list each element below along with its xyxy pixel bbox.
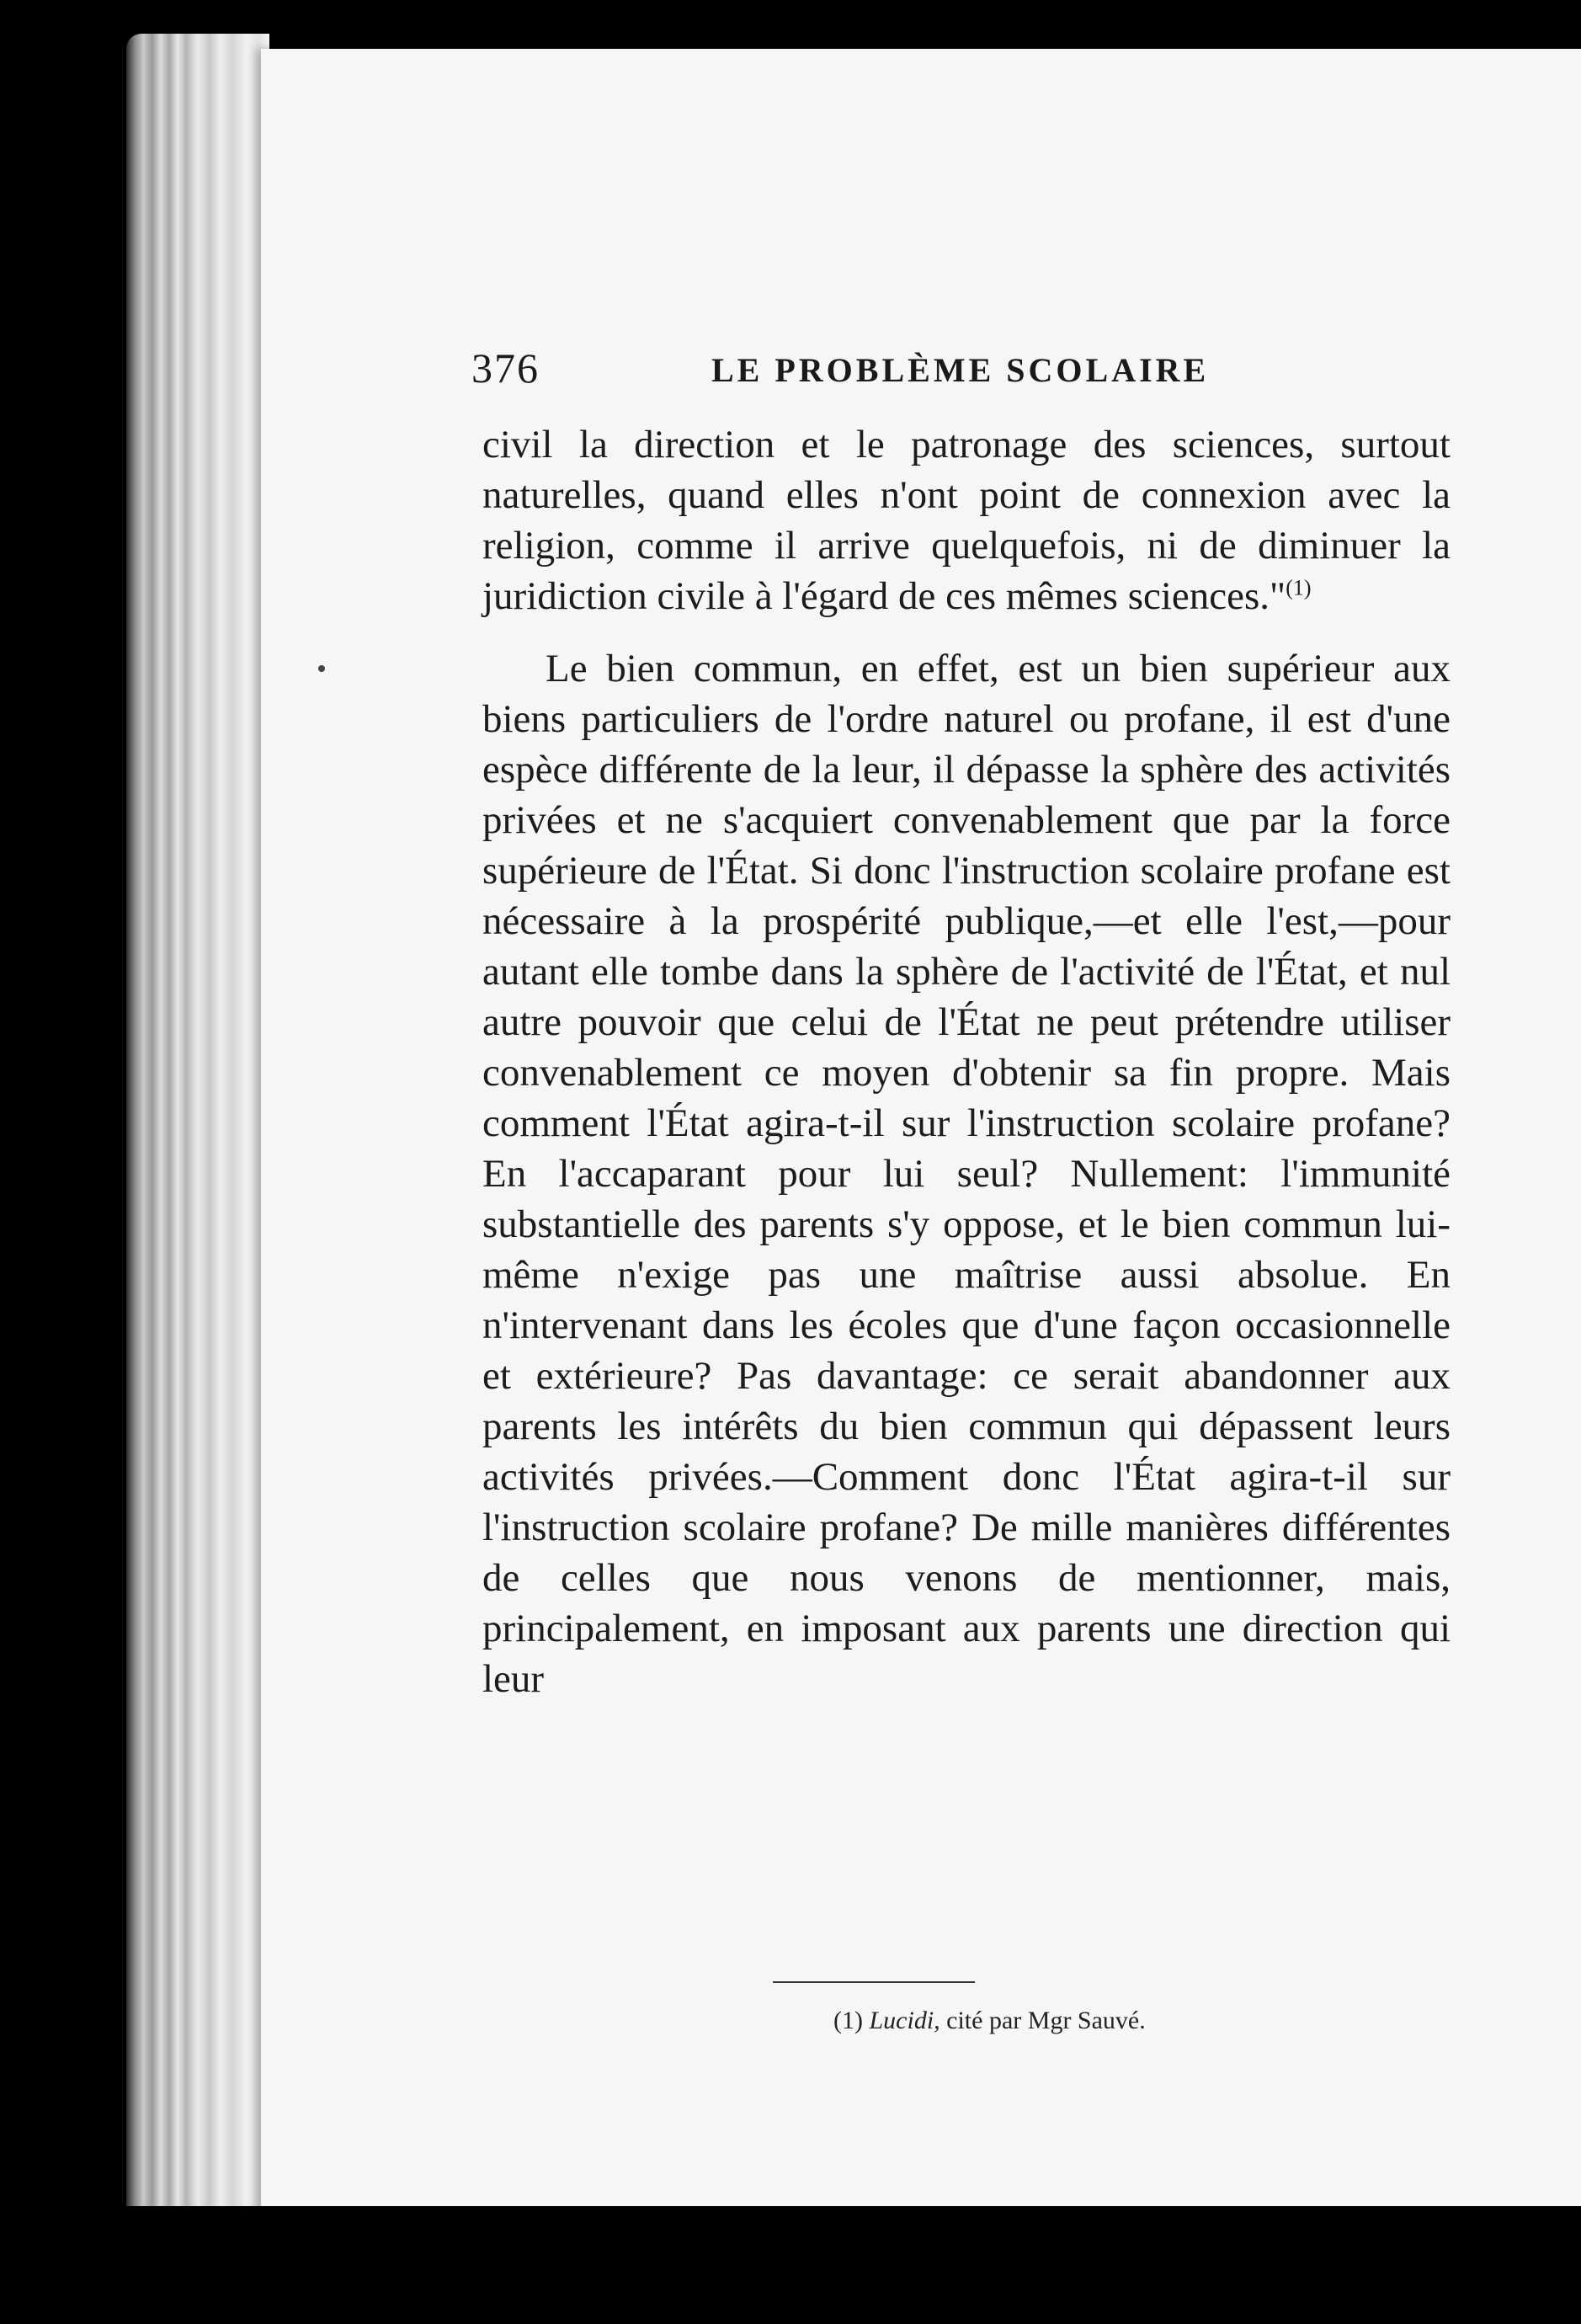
running-head: LE PROBLÈME SCOLAIRE xyxy=(711,351,1210,389)
footnote-divider xyxy=(773,1981,975,1983)
margin-speck xyxy=(318,665,325,672)
page-sheet xyxy=(261,49,1581,2230)
page-header xyxy=(471,344,1482,419)
page-number: 376 xyxy=(471,344,540,392)
footnote-text: cité par Mgr Sauvé. xyxy=(946,2007,1146,2034)
footnote-author: Lucidi, xyxy=(869,2007,940,2034)
footnote xyxy=(833,2007,1146,2035)
paragraph-1-text: civil la direction et le patronage des sciences, surtout naturelles, quand elles n'ont point de connexion avec la religion, comme il arrive quelquefois, ni de diminuer la juridiction civile à l'égard de ces mêmes sciences." xyxy=(482,423,1451,618)
paragraph-2: Le bien commun, en effet, est un bien supérieur aux biens particuliers de l'ordre naturel ou profane, il est d'une espèce différente de la leur, il dépasse la sphère des activités privées et ne s'acquiert convenablement que par la force supérieure de l'État. Si donc l'instruction scolaire profane est nécessaire à la prospérité publique,—et elle l'est,—pour autant elle tombe dans la sphère de l'activité de l'État, et nul autre pouvoir que celui de l'État ne peut prétendre utiliser convenablement ce moyen d'obtenir sa fin propre. Mais comment l'État agira-t-il sur l'instruction scolaire profane? En l'accaparant pour lui seul? Nullement: l'immunité substantielle des parents s'y oppose, et le bien commun lui-même n'exige pas une maîtrise aussi absolue. En n'intervenant dans les écoles que d'une façon occasionnelle et extérieure? Pas davantage: ce serait abandonner aux parents les intérêts du bien commun qui dépassent leurs activités privées.—Comment donc l'État agira-t-il sur l'instruction scolaire profane? De mille manières différentes de celles que nous venons de mentionner, mais, principalement, en imposant aux parents une direction qui leur xyxy=(482,647,1451,1701)
paragraph-1 xyxy=(482,419,1451,621)
book-page-edges xyxy=(126,34,269,2231)
footnote-marker: (1) xyxy=(833,2007,863,2034)
scan-bottom-border xyxy=(126,2206,1581,2324)
footnote-reference: (1) xyxy=(1286,575,1312,600)
body-text xyxy=(482,419,1451,1704)
